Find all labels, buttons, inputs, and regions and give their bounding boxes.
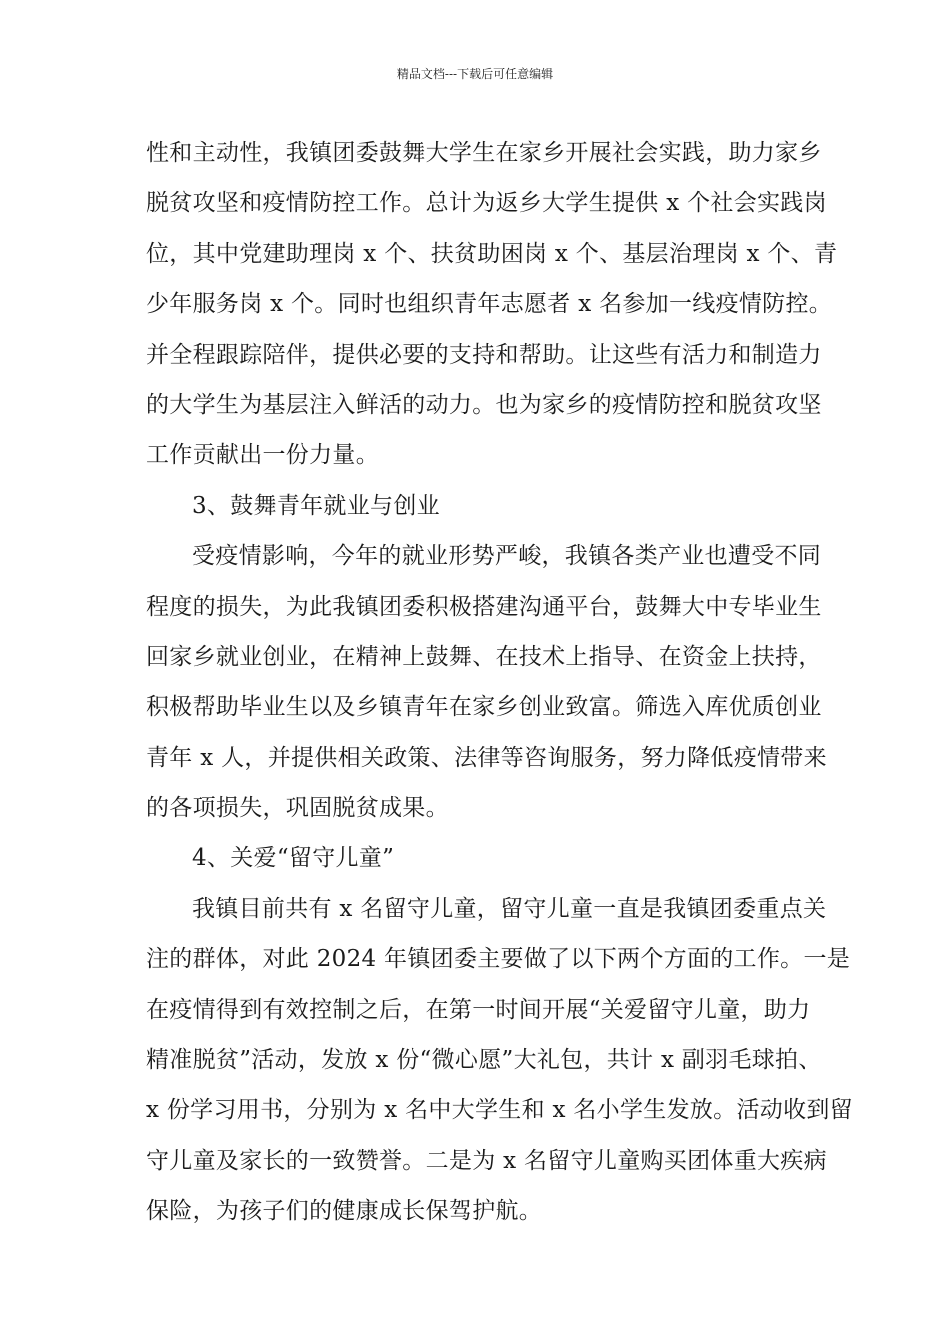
text-line: x 份学习用书，分别为 x 名中大学生和 x 名小学生发放。活动收到留 <box>146 1097 853 1124</box>
text-line: 性和主动性，我镇团委鼓舞大学生在家乡开展社会实践，助力家乡 <box>146 140 822 166</box>
document-body <box>146 128 853 1237</box>
text-line: 积极帮助毕业生以及乡镇青年在家乡创业致富。筛选入库优质创业 <box>146 694 822 721</box>
text-line: 并全程跟踪陪伴，提供必要的支持和帮助。让这些有活力和制造力 <box>146 341 822 368</box>
text-line: 精准脱贫”活动，发放 x 份“微心愿”大礼包，共计 x 副羽毛球拍、 <box>146 1047 822 1074</box>
page-header: 精品文档---下载后可任意编辑 <box>396 67 554 81</box>
text-line: 脱贫攻坚和疫情防控工作。总计为返乡大学生提供 x 个社会实践岗 <box>146 190 827 217</box>
text-line: 注的群体，对此 2024 年镇团委主要做了以下两个方面的工作。一是 <box>146 946 851 973</box>
text-line: 程度的损失，为此我镇团委积极搭建沟通平台，鼓舞大中专毕业生 <box>146 593 822 620</box>
text-line: 守儿童及家长的一致赞誉。二是为 x 名留守儿童购买团体重大疾病 <box>146 1147 827 1174</box>
text-line: 位，其中党建助理岗 x 个、扶贫助困岗 x 个、基层治理岗 x 个、青 <box>146 240 838 267</box>
text-line: 青年 x 人，并提供相关政策、法律等咨询服务，努力降低疫情带来 <box>146 744 827 771</box>
text-line: 的各项损失，巩固脱贫成果。 <box>146 795 449 822</box>
text-line: 工作贡献出一份力量。 <box>146 442 379 469</box>
text-line: 的大学生为基层注入鲜活的动力。也为家乡的疫情防控和脱贫攻坚 <box>146 391 822 418</box>
text-line: 受疫情影响，今年的就业形势严峻，我镇各类产业也遭受不同 <box>192 543 822 570</box>
text-line: 少年服务岗 x 个。同时也组织青年志愿者 x 名参加一线疫情防控。 <box>146 291 833 318</box>
text-line: 3、鼓舞青年就业与创业 <box>192 492 440 519</box>
text-line: 在疫情得到有效控制之后，在第一时间开展“关爱留守儿童，助力 <box>146 996 811 1023</box>
text-line: 4、关爱“留守儿童” <box>192 845 395 872</box>
text-line: 保险，为孩子们的健康成长保驾护航。 <box>146 1198 543 1225</box>
text-line: 我镇目前共有 x 名留守儿童，留守儿童一直是我镇团委重点关 <box>192 895 827 922</box>
text-line: 回家乡就业创业，在精神上鼓舞、在技术上指导、在资金上扶持， <box>146 643 822 670</box>
